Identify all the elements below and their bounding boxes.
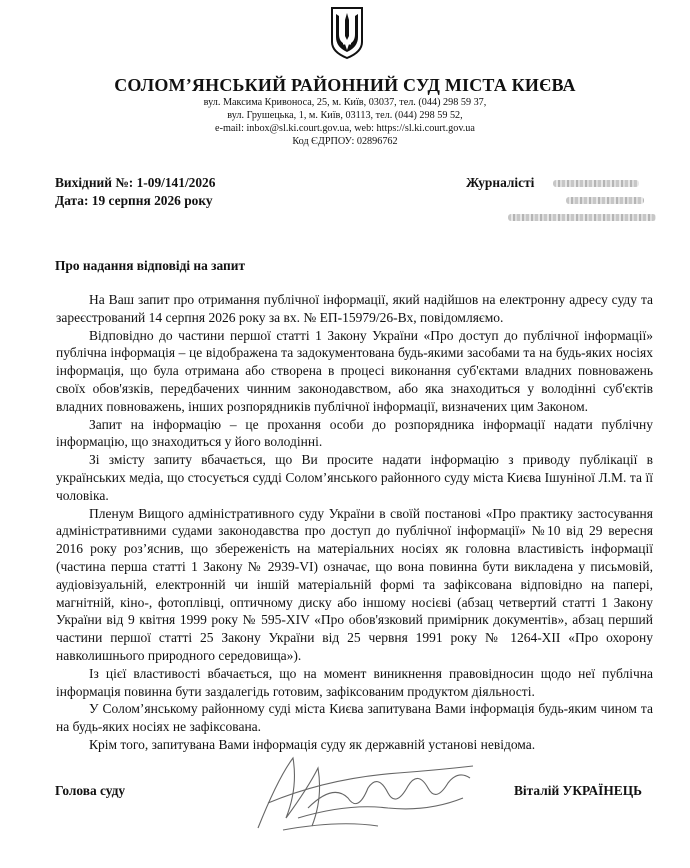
letter-subject: Про надання відповіді на запит — [55, 258, 246, 273]
paragraph: Відповідно до частини першої статті 1 Закону України «Про доступ до публічної інформації» публічна інформація – це відображена та задокументована будь-якими засобами та на будь-яких носіях інформація, що була отримана або створена в процесі виконання суб'єктами владних повноважень своїх обов'язків, передбачених чинним законодавством, або яка знаходиться у володінні суб'єктів владних повноважень, інших розпорядників публічної інформації, визначених цим Законом. — [56, 327, 653, 414]
email-web-line: e-mail: inbox@sl.ki.court.gov.ua, web: https://sl.ki.court.gov.ua — [215, 123, 475, 134]
paragraph: Із цієї властивості вбачається, що на момент виникнення правовідносин щодо неї публічна інформація повинна бути заздалегідь готовим, зафіксованим продуктом діяльності. — [56, 665, 653, 699]
paragraph: Запит на інформацію – це прохання особи до розпорядника інформації надати публічну інформацію, що знаходиться у його володінні. — [56, 416, 653, 450]
outgoing-number: Вихідний №: 1-09/141/2026 — [55, 175, 216, 190]
paragraph: На Ваш запит про отримання публічної інформації, який надійшов на електронну адресу суду та зареєстрований 14 серпня 2026 року за вх. № ЕП-15979/26-Вх, повідомляємо. — [56, 292, 653, 325]
handwritten-signature — [238, 748, 488, 848]
redacted-recipient-address — [566, 197, 644, 204]
paragraph: Крім того, запитувана Вами інформація суду як державній установі невідома. — [89, 736, 536, 752]
edrpou-code-line: Код ЄДРПОУ: 02896762 — [292, 136, 398, 147]
court-name: СОЛОМ’ЯНСЬКИЙ РАЙОННИЙ СУД МІСТА КИЄВА — [114, 75, 576, 95]
redacted-recipient-name — [553, 180, 639, 187]
signatory-position: Голова суду — [55, 783, 126, 798]
address-line: вул. Грушецька, 1, м. Київ, 03113, тел. (044) 298 59 52, — [227, 110, 463, 121]
recipient-label: Журналісті — [466, 175, 535, 190]
document-date: Дата: 19 серпня 2026 року — [55, 193, 213, 208]
redacted-recipient-email — [508, 214, 656, 221]
address-line: вул. Максима Кривоноса, 25, м. Київ, 03037, тел. (044) 298 59 37, — [203, 97, 487, 108]
letter-body — [56, 291, 653, 754]
signatory-name: Віталій УКРАЇНЕЦЬ — [514, 783, 643, 798]
coat-of-arms-emblem — [330, 6, 364, 60]
paragraph: Зі змісту запиту вбачається, що Ви просите надати інформацію з приводу публікації в українських медіа, що стосується судді Солом’янського районного суду міста Києва Ішуніної Л.М. та її чоловіка. — [56, 452, 653, 503]
paragraph: У Солом’янському районному суді міста Києва запитувана Вами інформація будь-яким чином та на будь-яких носіях не зафіксована. — [56, 701, 653, 735]
paragraph: Пленум Вищого адміністративного суду України в своїй постанові «Про практику застосування адміністративними судами законодавства про доступ до публічної інформації» №10 від 29 вересня 2016 року роз’яснив, що збереженість на матеріальних носіях як головна властивість інформації (частина перша статті 1 Закону № 2939-VI) означає, що вона повинна бути викладена у письмовій, аудіовізуальній, електронній чи іншій матеріальній формі та зафіксована відповідно на папері, магнітній, кіно-, фотоплівці, оптичному диску або іншому носієві (абзац четвертий статті 1 Закону України від 9 квітня 1999 року № 595-XIV «Про обов'язковий примірник документів», абзац перший частини першої статті 25 Закону України від 25 червня 1991 року № 1264-XII «Про охорону навколишнього природного середовища»). — [56, 505, 653, 663]
